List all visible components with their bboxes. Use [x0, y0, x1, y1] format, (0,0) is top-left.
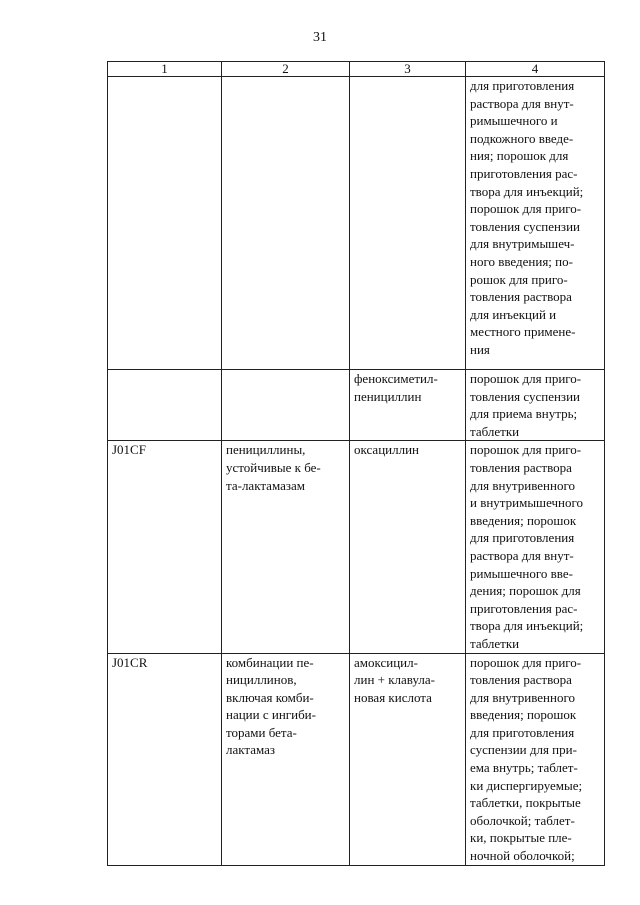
cell-text-line: лин + клавула-: [354, 672, 436, 688]
cell-text-line: порошок для приго-: [470, 654, 582, 670]
cell-text-line: ния; порошок для: [470, 148, 569, 164]
drug-table: [107, 61, 605, 866]
cell-text-line: раствора для внут-: [470, 547, 574, 563]
cell-text-line: J01CR: [112, 654, 148, 670]
cell-text-line: оксациллин: [354, 442, 419, 458]
substance-cell: [350, 370, 466, 441]
cell-text-line: римышечного и: [470, 113, 558, 129]
column-header: 4: [466, 62, 605, 77]
group-cell: [222, 653, 350, 865]
cell-text-line: для приготовления: [470, 530, 575, 546]
cell-text-line: ночной оболочкой;: [470, 848, 575, 864]
table-row: [108, 77, 605, 370]
cell-text-line: ного введения; по-: [470, 253, 573, 269]
cell-text-line: нации с ингиби-: [226, 707, 316, 723]
page-number: 31: [313, 30, 327, 45]
cell-text-line: таблетки: [470, 635, 520, 651]
group-cell: [222, 370, 350, 441]
cell-text-line: для приготовления: [470, 78, 575, 93]
forms-cell: [466, 653, 605, 865]
cell-text-line: введения; порошок: [470, 707, 577, 723]
cell-text-line: таблетки: [470, 423, 520, 439]
cell-text-line: та-лактамазам: [226, 477, 305, 493]
forms-cell: [466, 77, 605, 370]
cell-text-line: пенициллины,: [226, 442, 306, 458]
table-row: [108, 370, 605, 441]
cell-text-line: твора для инъекций;: [470, 183, 584, 199]
cell-text-line: для приготовления: [470, 724, 575, 740]
cell-text-line: товления раствора: [470, 459, 572, 475]
code-cell: [108, 441, 222, 653]
table-header-row: [108, 62, 605, 77]
cell-text-line: приготовления рас-: [470, 600, 578, 616]
cell-text-line: J01CF: [112, 442, 146, 458]
cell-text-line: ния: [470, 341, 490, 357]
cell-text-line: пенициллин: [354, 388, 422, 404]
table-row: [108, 441, 605, 653]
cell-text-line: нициллинов,: [226, 672, 297, 688]
cell-text-line: порошок для приго-: [470, 371, 582, 386]
cell-text-line: торами бета-: [226, 724, 297, 740]
group-cell: [222, 77, 350, 370]
cell-text-line: порошок для приго-: [470, 201, 582, 217]
table-row: [108, 653, 605, 865]
cell-text-line: включая комби-: [226, 689, 314, 705]
cell-text-line: порошок для приго-: [470, 442, 582, 458]
cell-text-line: рошок для приго-: [470, 271, 568, 287]
code-cell: [108, 653, 222, 865]
cell-text-line: ки, покрытые пле-: [470, 830, 572, 846]
cell-text-line: комбинации пе-: [226, 654, 314, 670]
cell-text-line: раствора для внут-: [470, 95, 574, 111]
cell-text-line: местного примене-: [470, 324, 576, 340]
cell-text-line: товления суспензии: [470, 218, 580, 234]
substance-cell: [350, 653, 466, 865]
cell-text-line: для внутривенного: [470, 689, 575, 705]
cell-text-line: феноксиметил-: [354, 371, 438, 386]
cell-text-line: товления суспензии: [470, 388, 580, 404]
substance-cell: [350, 77, 466, 370]
group-cell: [222, 441, 350, 653]
cell-text-line: для приема внутрь;: [470, 406, 578, 422]
cell-text-line: лактамаз: [226, 742, 276, 758]
cell-text-line: ема внутрь; таблет-: [470, 760, 578, 776]
column-header: 3: [350, 62, 466, 77]
cell-text-line: суспензии для при-: [470, 742, 577, 758]
cell-text-line: товления раствора: [470, 289, 572, 305]
cell-text-line: оболочкой; таблет-: [470, 812, 575, 828]
column-header: 2: [222, 62, 350, 77]
code-cell: [108, 77, 222, 370]
cell-text-line: дения; порошок для: [470, 583, 581, 599]
column-header: 1: [108, 62, 222, 77]
cell-text-line: и внутримышечного: [470, 495, 584, 511]
cell-text-line: для инъекций и: [470, 306, 557, 322]
cell-text-line: амоксицил-: [354, 654, 418, 670]
cell-text-line: товления раствора: [470, 672, 572, 688]
cell-text-line: устойчивые к бе-: [226, 459, 321, 475]
cell-text-line: для внутривенного: [470, 477, 575, 493]
cell-text-line: подкожного введе-: [470, 130, 574, 146]
cell-text-line: таблетки, покрытые: [470, 795, 581, 811]
cell-text-line: введения; порошок: [470, 512, 577, 528]
cell-text-line: приготовления рас-: [470, 165, 578, 181]
code-cell: [108, 370, 222, 441]
cell-text-line: для внутримышеч-: [470, 236, 575, 252]
cell-text-line: римышечного вве-: [470, 565, 573, 581]
forms-cell: [466, 370, 605, 441]
cell-text-line: твора для инъекций;: [470, 618, 584, 634]
forms-cell: [466, 441, 605, 653]
cell-text-line: новая кислота: [354, 689, 432, 705]
cell-text-line: ки диспергируемые;: [470, 777, 583, 793]
substance-cell: [350, 441, 466, 653]
